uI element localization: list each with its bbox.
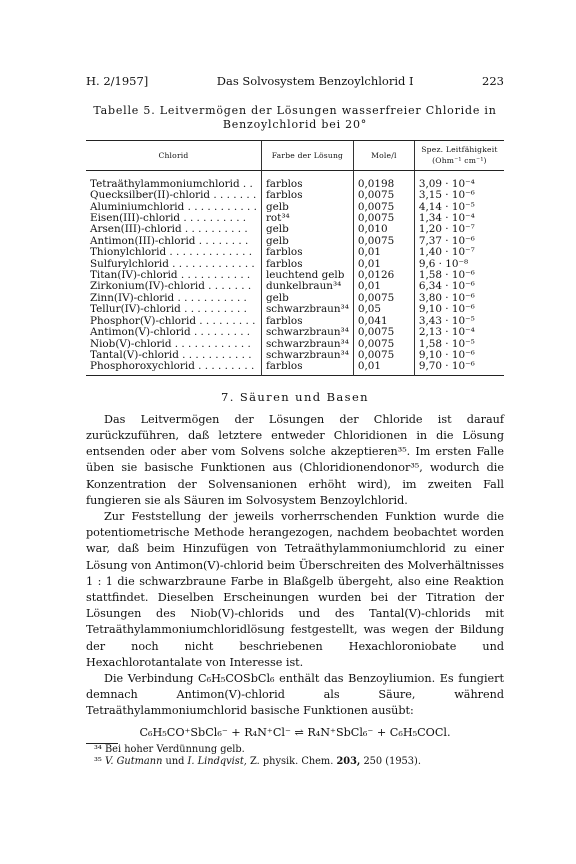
footnote-35-author-1: V. Gutmann [104, 756, 163, 768]
cell-solution-color: leuchtend gelb [261, 270, 353, 281]
cell-solution-color: farblos [261, 170, 353, 190]
cell-solution-color: rot³⁴ [261, 213, 353, 224]
table-header-row [86, 141, 504, 171]
running-header [86, 74, 504, 88]
cell-chloride: Phosphoroxychlorid . . . . . . . . . [90, 360, 255, 373]
reaction-equation: C₆H₅CO⁺SbCl₆⁻ + R₄N⁺Cl⁻ ⇌ R₄N⁺SbCl₆⁻ + C₆H₅COCl. [139, 725, 451, 739]
column-header-color: Farbe der Lösung [261, 141, 353, 171]
table-row [86, 190, 504, 201]
table-caption: Tabelle 5. Leitvermögen der Lösungen wasserfreier Chloride in Benzoylchlorid bei 20° [93, 104, 497, 131]
footnote-34-number: ³⁴ [94, 743, 102, 755]
cell-solution-color: dunkelbraun³⁴ [261, 281, 353, 292]
cell-chloride: Eisen(III)-chlorid . . . . . . . . . . [90, 212, 247, 225]
cell-solution-color: farblos [261, 361, 353, 375]
cell-solution-color: gelb [261, 202, 353, 213]
column-header-conductivity: Spez. Leitfähigkeit (Ohm⁻¹ cm⁻¹) [414, 141, 504, 171]
cell-chloride: Zirkonium(IV)-chlorid . . . . . . . [90, 280, 252, 293]
cell-chloride: Niob(V)-chlorid . . . . . . . . . . . . [90, 337, 251, 350]
cell-conductivity: 9,6 · 10⁻⁸ [414, 259, 504, 270]
footnote-34-text: Bei hoher Verdünnung gelb. [104, 743, 245, 755]
cell-conductivity: 1,34 · 10⁻⁴ [414, 213, 504, 224]
column-header-concentration: Mole/l [353, 141, 414, 171]
cell-chloride: Antimon(V)-chlorid . . . . . . . . . [90, 326, 251, 339]
cell-conductivity: 3,80 · 10⁻⁶ [414, 293, 504, 304]
footnote-34 [86, 744, 504, 757]
cell-chloride: Tetraäthylammoniumchlorid . . [90, 177, 253, 190]
cell-solution-color: schwarzbraun³⁴ [261, 350, 353, 361]
cell-chloride: Arsen(III)-chlorid . . . . . . . . . . [90, 223, 248, 236]
footnote-35-volume: 203, [336, 756, 361, 768]
cell-concentration: 0,01 [353, 247, 414, 258]
cell-concentration: 0,05 [353, 304, 414, 315]
cell-conductivity: 4,14 · 10⁻⁵ [414, 202, 504, 213]
section-title: 7. Säuren und Basen [221, 389, 369, 404]
cell-solution-color: farblos [261, 190, 353, 201]
table-row [86, 361, 504, 375]
cell-conductivity: 3,09 · 10⁻⁴ [414, 170, 504, 190]
conductivity-table [86, 140, 504, 376]
cell-concentration: 0,0075 [353, 339, 414, 350]
cell-chloride: Tantal(V)-chlorid . . . . . . . . . . . [90, 348, 252, 361]
cell-conductivity: 3,15 · 10⁻⁶ [414, 190, 504, 201]
footnote-35-author-2: I. Lindqvist, [187, 756, 247, 768]
cell-chloride: Zinn(IV)-chlorid . . . . . . . . . . . [90, 291, 247, 304]
cell-conductivity: 1,58 · 10⁻⁵ [414, 339, 504, 350]
cell-concentration: 0,0126 [353, 270, 414, 281]
cell-conductivity: 6,34 · 10⁻⁶ [414, 281, 504, 292]
footnote-35-pages: 250 (1953). [363, 756, 421, 768]
cell-concentration: 0,0198 [353, 170, 414, 190]
cell-conductivity: 1,20 · 10⁻⁷ [414, 224, 504, 235]
header-volume: H. 2/1957] [86, 74, 149, 88]
table-row [86, 327, 504, 338]
header-title: Das Solvosystem Benzoylchlorid I [216, 74, 414, 88]
header-page-number: 223 [482, 74, 504, 88]
cell-solution-color: farblos [261, 259, 353, 270]
cell-concentration: 0,0075 [353, 350, 414, 361]
cell-chloride: Tellur(IV)-chlorid . . . . . . . . . . [90, 303, 247, 316]
paragraph-2: Zur Feststellung der jeweils vorherrschenden Funktion wurde die potentiometrische Methode herangezogen, nachdem beobachtet worden war, daß beim Hinzufügen von Tetraäthylammoniumchlorid zu einer Lösung von Antimon(V)-chlorid beim Überschreiten des Molverhältnisses 1 : 1 die schwarzbraune Farbe in Blaßgelb übergeht, also eine Reaktion stattfindet. Dieselben Erscheinungen wurden bei der Titration der Lösungen des Niob(V)-chlorids und des Tantal(V)-chlorids mit Tetraäthylammoniumchloridlösung festgestellt, was wegen der Bildung der noch nicht beschriebenen Hexachloroniobate und Hexachlorotantalate von Interesse ist. [86, 509, 504, 669]
cell-conductivity: 9,10 · 10⁻⁶ [414, 304, 504, 315]
cell-conductivity: 3,43 · 10⁻⁵ [414, 316, 504, 327]
cell-concentration: 0,0075 [353, 236, 414, 247]
cell-conductivity: 2,13 · 10⁻⁴ [414, 327, 504, 338]
cell-chloride: Quecksilber(II)-chlorid . . . . . . . [90, 189, 257, 202]
cell-solution-color: farblos [261, 316, 353, 327]
cell-concentration: 0,0075 [353, 213, 414, 224]
cell-concentration: 0,01 [353, 361, 414, 375]
cell-chloride: Phosphor(V)-chlorid . . . . . . . . . [90, 314, 256, 327]
footnote-35-number: ³⁵ [94, 756, 102, 768]
cell-concentration: 0,01 [353, 281, 414, 292]
cell-conductivity: 1,58 · 10⁻⁶ [414, 270, 504, 281]
table-body [86, 170, 504, 375]
cell-conductivity: 7,37 · 10⁻⁶ [414, 236, 504, 247]
cell-solution-color: schwarzbraun³⁴ [261, 339, 353, 350]
cell-solution-color: gelb [261, 236, 353, 247]
cell-concentration: 0,041 [353, 316, 414, 327]
cell-chloride: Sulfurylchlorid . . . . . . . . . . . . . [90, 257, 255, 270]
cell-concentration: 0,01 [353, 259, 414, 270]
paragraph-3: Die Verbindung C₆H₅COSbCl₆ enthält das Benzoyliumion. Es fungiert demnach Antimon(V)-chlorid als Säure, während Tetraäthylammoniumchlorid basische Funktionen ausübt: [86, 671, 504, 718]
cell-chloride: Antimon(III)-chlorid . . . . . . . . [90, 234, 249, 247]
table-row [86, 247, 504, 258]
footnote-35 [86, 756, 504, 769]
journal-page [86, 74, 504, 769]
footnote-35-journal: Z. physik. Chem. [250, 756, 334, 768]
footnote-35-and: und [165, 756, 185, 768]
column-header-chloride: Chlorid [86, 141, 261, 171]
paragraph-1: Das Leitvermögen der Lösungen der Chloride ist darauf zurückzuführen, daß letztere entweder Chloridionen in die Lösung entsenden oder aber vom Solvens solche akzeptieren³⁵. Im ersten Falle üben sie basische Funktionen aus (Chloridionendonor³⁵, wodurch die Konzentration der Solvensanionen erhöht wird), im zweiten Fall fungieren sie als Säuren im Solvosystem Benzoylchlorid. [86, 412, 504, 507]
cell-concentration: 0,0075 [353, 327, 414, 338]
cell-concentration: 0,0075 [353, 293, 414, 304]
cell-conductivity: 1,40 · 10⁻⁷ [414, 247, 504, 258]
cell-concentration: 0,010 [353, 224, 414, 235]
cell-solution-color: gelb [261, 224, 353, 235]
cell-concentration: 0,0075 [353, 190, 414, 201]
cell-solution-color: schwarzbraun³⁴ [261, 304, 353, 315]
cell-conductivity: 9,10 · 10⁻⁶ [414, 350, 504, 361]
table-row [86, 304, 504, 315]
cell-solution-color: gelb [261, 293, 353, 304]
cell-chloride: Thionylchlorid . . . . . . . . . . . . . [90, 246, 252, 259]
cell-solution-color: farblos [261, 247, 353, 258]
table-row [86, 170, 504, 190]
cell-solution-color: schwarzbraun³⁴ [261, 327, 353, 338]
cell-concentration: 0,0075 [353, 202, 414, 213]
cell-chloride: Titan(IV)-chlorid . . . . . . . . . . . [90, 269, 251, 282]
cell-conductivity: 9,70 · 10⁻⁶ [414, 361, 504, 375]
cell-chloride: Aluminiumchlorid . . . . . . . . . . . [90, 200, 257, 213]
